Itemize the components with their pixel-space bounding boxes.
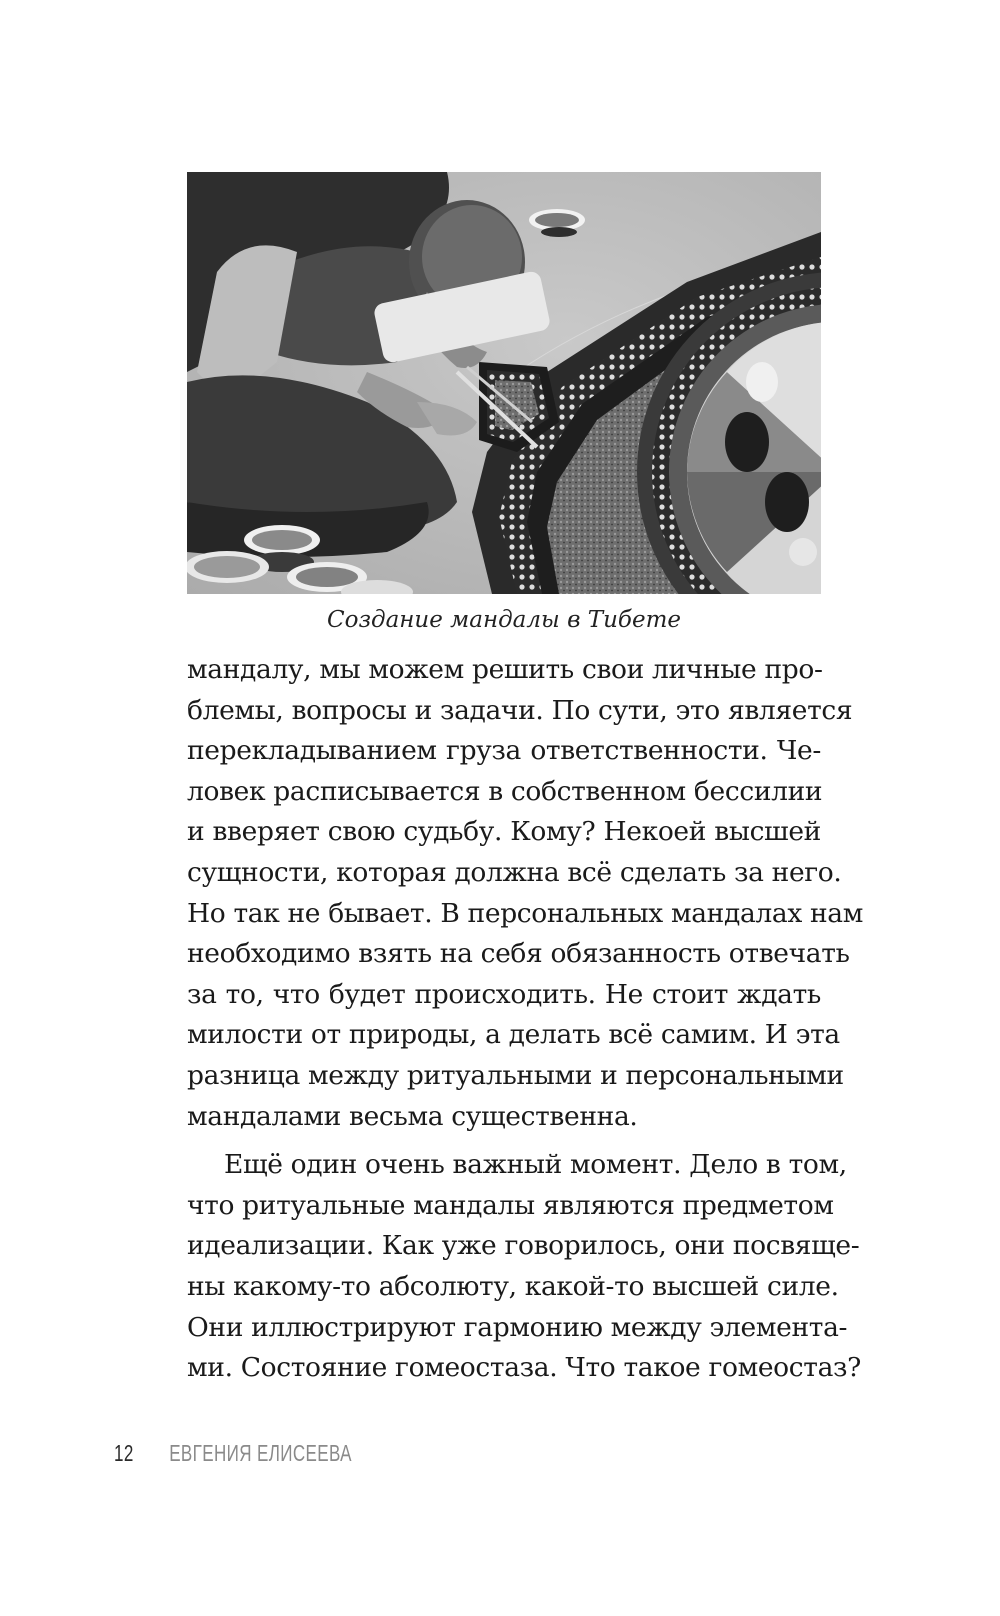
text-line: перекладыванием груза ответственности. Че- <box>187 735 821 767</box>
running-footer <box>114 1433 352 1473</box>
text-line: ны какому-то абсолюту, какой-то высшей силе. <box>187 1270 839 1302</box>
figure-caption: Создание мандалы в Тибете <box>327 607 681 633</box>
text-line: милости от природы, а делать всё самим. И эта <box>187 1019 840 1051</box>
text-line: и вверяет свою судьбу. Кому? Некоей высшей <box>187 816 821 848</box>
text-line: Но так не бывает. В персональных мандалах нам <box>187 897 864 929</box>
text-line: мандалу, мы можем решить свои личные про- <box>187 654 823 685</box>
text-line: Они иллюстрируют гармонию между элемента- <box>187 1311 848 1343</box>
text-line: за то, что будет происходить. Не стоит ждать <box>187 978 821 1010</box>
text-line: сущности, которая должна всё сделать за него. <box>187 856 842 888</box>
mandala-photo <box>187 172 821 594</box>
text-line: ловек расписывается в собственном бессилии <box>187 775 823 807</box>
text-line: идеализации. Как уже говорилось, они посвяще- <box>187 1230 860 1262</box>
text-line: Ещё один очень важный момент. Дело в том, <box>224 1149 847 1181</box>
text-line: необходимо взять на себя обязанность отвечать <box>187 938 850 970</box>
body-text <box>187 650 864 1389</box>
paragraph <box>187 650 864 1137</box>
photo-monk-sand-mandala-icon <box>187 172 821 594</box>
author-name: ЕВГЕНИЯ ЕЛИСЕЕВА <box>169 1440 352 1466</box>
text-line: что ритуальные мандалы являются предметом <box>187 1189 834 1221</box>
text-line: мандалами весьма существенна. <box>187 1100 638 1132</box>
paragraph <box>187 1145 862 1389</box>
text-line: ми. Состояние гомеостаза. Что такое гомеостаз? <box>187 1352 862 1384</box>
text-line: блемы, вопросы и задачи. По сути, это является <box>187 694 853 726</box>
text-line: разница между ритуальными и персональными <box>187 1059 844 1091</box>
page-number: 12 <box>114 1440 134 1466</box>
paragraph-gap <box>187 1137 821 1145</box>
